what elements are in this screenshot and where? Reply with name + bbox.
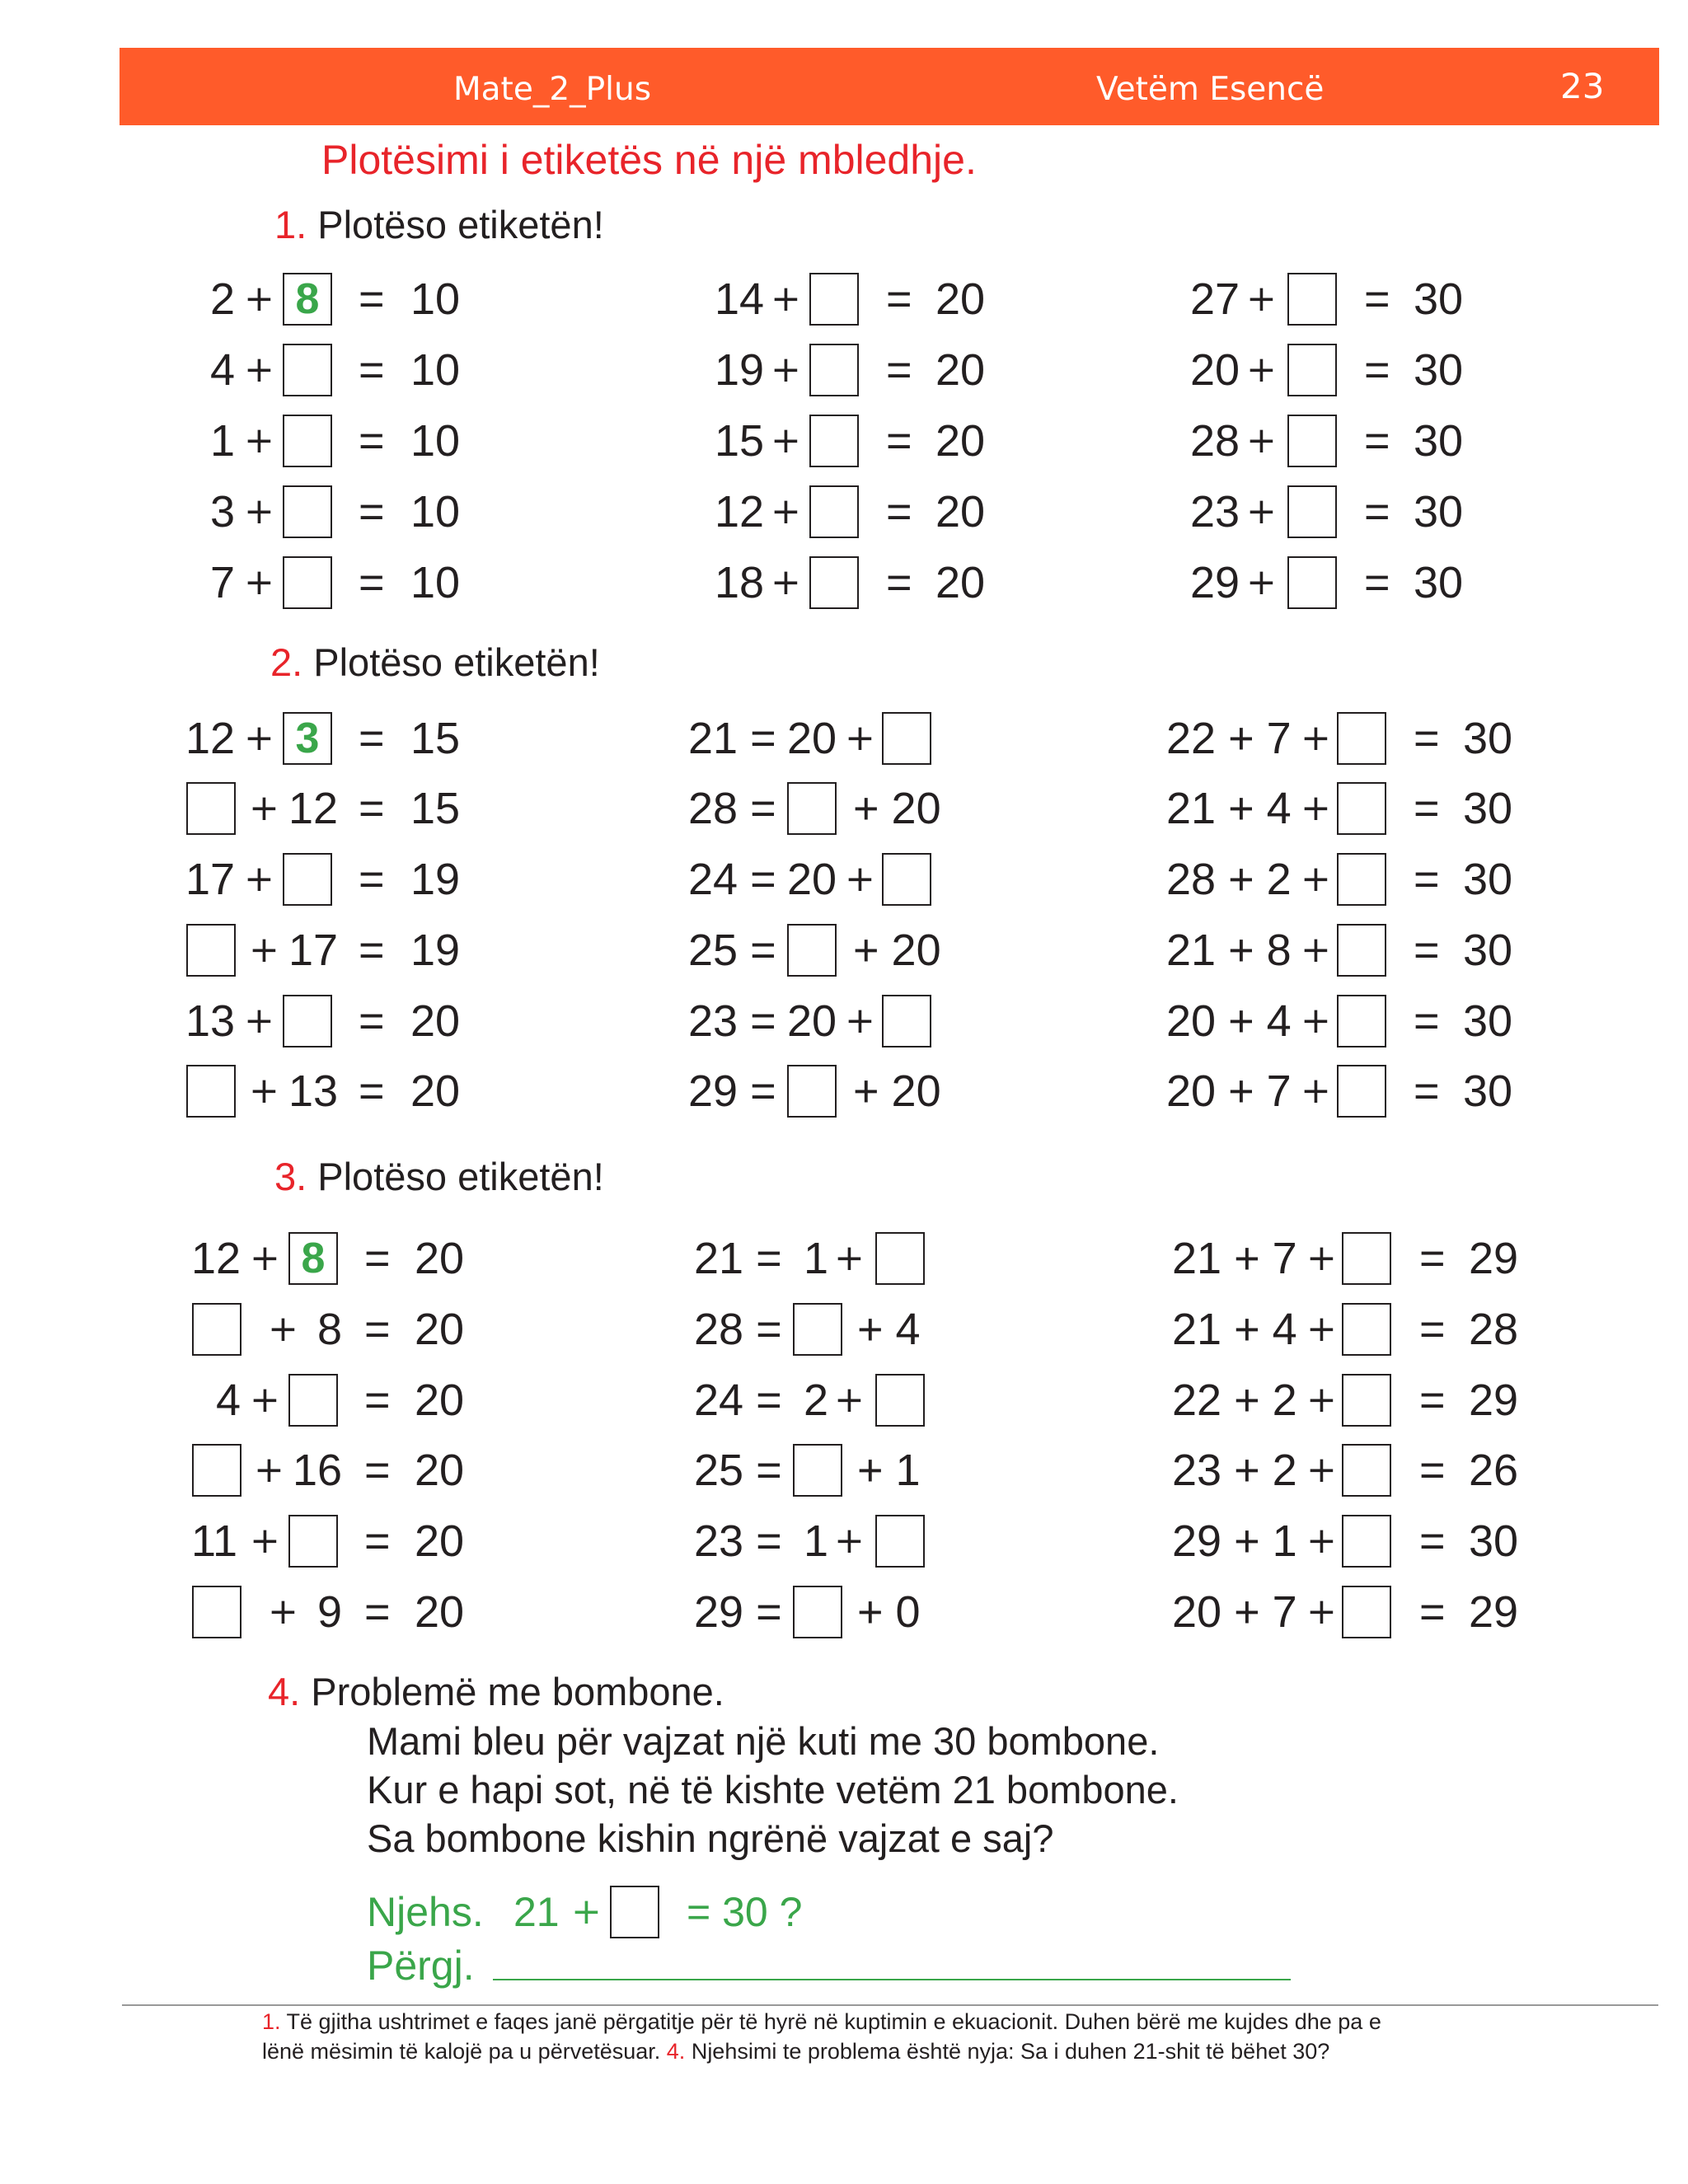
sum: 19 bbox=[410, 855, 461, 904]
sum: 10 bbox=[410, 416, 461, 466]
plus-sign: + bbox=[244, 561, 274, 603]
equals-sign: = bbox=[1414, 784, 1440, 833]
sum: 29 bbox=[1469, 1234, 1519, 1283]
plus-sign: + bbox=[268, 1308, 298, 1350]
addend: 20 bbox=[787, 996, 837, 1046]
equals-sign: = bbox=[1419, 1516, 1446, 1566]
addend: 12 bbox=[191, 1234, 241, 1283]
equals-sign: = bbox=[886, 558, 912, 607]
equals-sign: = bbox=[886, 345, 912, 395]
equals-sign: = bbox=[886, 416, 912, 466]
plus-sign: + bbox=[1306, 1308, 1337, 1350]
equals-sign: = bbox=[1414, 1066, 1440, 1116]
addends: 21 + 4 bbox=[1166, 784, 1292, 833]
plus-sign: + bbox=[1301, 1000, 1331, 1042]
addend: 4 bbox=[210, 345, 236, 395]
problem-line-1: Mami bleu për vajzat një kuti me 30 bombone. bbox=[367, 1719, 1160, 1763]
sum: 20 bbox=[415, 1516, 465, 1566]
sum: 10 bbox=[410, 274, 461, 324]
addend: + 20 bbox=[853, 1066, 941, 1116]
equals-sign: = bbox=[364, 1446, 391, 1495]
equals-sign: = bbox=[359, 855, 385, 904]
sum: 30 bbox=[1414, 487, 1464, 537]
addend: 13 bbox=[288, 1066, 339, 1116]
plus-sign: + bbox=[771, 349, 801, 391]
sum: 30 bbox=[1414, 416, 1464, 466]
answer-box[interactable] bbox=[809, 485, 859, 538]
addend: + 20 bbox=[853, 784, 941, 833]
answer-box[interactable] bbox=[1287, 556, 1337, 609]
addend: 13 bbox=[185, 996, 236, 1046]
lhs: 28 = bbox=[688, 784, 776, 833]
plus-sign: + bbox=[1246, 561, 1277, 603]
lhs: 29 = bbox=[688, 1066, 776, 1116]
plus-sign: + bbox=[1246, 278, 1277, 320]
answer-box[interactable] bbox=[1342, 1515, 1391, 1568]
plus-sign: + bbox=[834, 1379, 865, 1421]
sum: 20 bbox=[410, 1066, 461, 1116]
addends: 21 + 8 bbox=[1166, 926, 1292, 975]
sum: 28 bbox=[1469, 1305, 1519, 1354]
section-2-heading: 2. Plotëso etiketën! bbox=[270, 640, 600, 684]
series-title: Vetëm Esencë bbox=[1096, 71, 1325, 108]
equals-sign: = bbox=[1419, 1587, 1446, 1637]
sum: 20 bbox=[410, 996, 461, 1046]
addend: 28 bbox=[1190, 416, 1240, 466]
answer-box[interactable]: 8 bbox=[288, 1232, 338, 1285]
sum: 29 bbox=[1469, 1376, 1519, 1425]
addend: + 1 bbox=[857, 1446, 921, 1495]
plus-sign: + bbox=[250, 1237, 280, 1279]
answer-box[interactable]: 3 bbox=[283, 712, 332, 765]
equals-sign: = bbox=[359, 416, 385, 466]
problem-line-3: Sa bombone kishin ngrënë vajzat e saj? bbox=[367, 1816, 1054, 1860]
plus-sign: + bbox=[1301, 858, 1331, 900]
addends: 22 + 2 bbox=[1172, 1376, 1297, 1425]
plus-sign: + bbox=[244, 349, 274, 391]
plus-sign: + bbox=[845, 717, 875, 759]
equals-sign: = bbox=[1419, 1376, 1446, 1425]
equals-sign: = bbox=[1364, 345, 1390, 395]
sum: 26 bbox=[1469, 1446, 1519, 1495]
ex3-col3-row bbox=[0, 1305, 1519, 1354]
answer-box[interactable] bbox=[1337, 924, 1386, 977]
lhs: 24 = bbox=[688, 855, 776, 904]
addend: 20 bbox=[1190, 345, 1240, 395]
ex3-col3-row bbox=[0, 1587, 1519, 1637]
sum: 20 bbox=[415, 1446, 465, 1495]
calc-number: 21 bbox=[513, 1889, 560, 1935]
answer-box[interactable] bbox=[1342, 1586, 1391, 1638]
sum: 10 bbox=[410, 345, 461, 395]
answer-box[interactable] bbox=[1287, 485, 1337, 538]
addend: 1 bbox=[804, 1516, 829, 1566]
equals-sign: = bbox=[1419, 1234, 1446, 1283]
answer-box[interactable] bbox=[1337, 853, 1386, 906]
equals-sign: = bbox=[359, 274, 385, 324]
sum: 19 bbox=[410, 926, 461, 975]
footnote-line-2: lënë mësimin të kalojë pa u përvetësuar. 4. Njehsimi te problema është nyja: Sa i duhen 21-shit të bëhet 30? bbox=[262, 2039, 1330, 2064]
plus-sign: + bbox=[845, 858, 875, 900]
lhs: 23 = bbox=[694, 1516, 782, 1566]
sum: 15 bbox=[410, 714, 461, 763]
equals-sign: = bbox=[1419, 1305, 1446, 1354]
plus-sign: + bbox=[244, 717, 274, 759]
equals-sign: = bbox=[359, 714, 385, 763]
lhs: 25 = bbox=[688, 926, 776, 975]
addend: 17 bbox=[185, 855, 236, 904]
plus-sign: + bbox=[1301, 717, 1331, 759]
equals-sign: = bbox=[886, 487, 912, 537]
addend: 16 bbox=[293, 1446, 343, 1495]
addend: 12 bbox=[715, 487, 765, 537]
plus-sign: + bbox=[249, 1070, 279, 1112]
addends: 20 + 7 bbox=[1172, 1587, 1297, 1637]
problem-line-2: Kur e hapi sot, në të kishte vetëm 21 bombone. bbox=[367, 1768, 1179, 1811]
sum: 30 bbox=[1414, 345, 1464, 395]
addend: 14 bbox=[715, 274, 765, 324]
equals-sign: = bbox=[359, 345, 385, 395]
answer-box[interactable] bbox=[1287, 273, 1337, 326]
addend: 23 bbox=[1190, 487, 1240, 537]
sum: 20 bbox=[415, 1376, 465, 1425]
plus-sign: + bbox=[845, 1000, 875, 1042]
answer-box[interactable] bbox=[882, 995, 931, 1047]
problem-heading: 4. Problemë me bombone. bbox=[268, 1670, 724, 1713]
plus-sign: + bbox=[834, 1237, 865, 1279]
plus-sign: + bbox=[244, 490, 274, 532]
plus-sign: + bbox=[1301, 929, 1331, 971]
addend: 1 bbox=[210, 416, 236, 466]
answer-box[interactable] bbox=[793, 1586, 842, 1638]
sum: 20 bbox=[415, 1234, 465, 1283]
equals-sign: = bbox=[1414, 714, 1440, 763]
answer-box[interactable] bbox=[809, 556, 859, 609]
plus-sign: + bbox=[1306, 1379, 1337, 1421]
addends: 20 + 7 bbox=[1166, 1066, 1292, 1116]
sum: 20 bbox=[415, 1587, 465, 1637]
addend: 2 bbox=[804, 1376, 829, 1425]
equals-sign: = bbox=[364, 1587, 391, 1637]
plus-sign: + bbox=[250, 1520, 280, 1562]
equals-sign: = bbox=[1414, 926, 1440, 975]
footnote-divider bbox=[122, 2004, 1658, 2006]
addend: 8 bbox=[317, 1305, 343, 1354]
plus-sign: + bbox=[244, 278, 274, 320]
plus-sign: + bbox=[244, 1000, 274, 1042]
answer-box[interactable] bbox=[1342, 1374, 1391, 1427]
plus-sign: + bbox=[1301, 1070, 1331, 1112]
page-header bbox=[120, 48, 1659, 125]
section-3-heading: 3. Plotëso etiketën! bbox=[274, 1155, 604, 1198]
lhs: 28 = bbox=[694, 1305, 782, 1354]
lhs: 21 = bbox=[688, 714, 776, 763]
addend: 12 bbox=[288, 784, 339, 833]
plus-sign: + bbox=[1246, 419, 1277, 462]
plus-sign: + bbox=[1246, 349, 1277, 391]
answer-box[interactable] bbox=[793, 1303, 842, 1356]
plus-sign: + bbox=[771, 561, 801, 603]
sum: 20 bbox=[415, 1305, 465, 1354]
answer-line[interactable] bbox=[493, 1979, 1291, 1980]
answer-box[interactable] bbox=[1337, 782, 1386, 835]
addend: 17 bbox=[288, 926, 339, 975]
addends: 23 + 2 bbox=[1172, 1446, 1297, 1495]
equals-sign: = bbox=[359, 487, 385, 537]
equals-sign: = bbox=[364, 1305, 391, 1354]
addends: 20 + 4 bbox=[1166, 996, 1292, 1046]
plus-sign: + bbox=[249, 929, 279, 971]
sum: 30 bbox=[1463, 926, 1513, 975]
addend: 20 bbox=[787, 855, 837, 904]
plus-sign: + bbox=[1306, 1449, 1337, 1491]
lhs: 21 = bbox=[694, 1234, 782, 1283]
addend: 11 bbox=[191, 1516, 238, 1566]
answer-box[interactable] bbox=[1342, 1444, 1391, 1497]
sum: 30 bbox=[1463, 784, 1513, 833]
equals-sign: = bbox=[359, 784, 385, 833]
lhs: 24 = bbox=[694, 1376, 782, 1425]
equals-sign: = bbox=[359, 926, 385, 975]
plus-sign: + bbox=[834, 1520, 865, 1562]
lhs: 29 = bbox=[694, 1587, 782, 1637]
page-title: Plotësimi i etiketës në një mbledhje. bbox=[321, 137, 977, 183]
addend: 20 bbox=[787, 714, 837, 763]
plus-sign: + bbox=[249, 787, 279, 829]
answer-box[interactable] bbox=[787, 1065, 837, 1118]
sum: 29 bbox=[1469, 1587, 1519, 1637]
addends: 21 + 7 bbox=[1172, 1234, 1297, 1283]
addends: 28 + 2 bbox=[1166, 855, 1292, 904]
sum: 20 bbox=[935, 345, 986, 395]
equals-sign: = bbox=[886, 274, 912, 324]
answer-box[interactable] bbox=[1337, 1065, 1386, 1118]
addend: 2 bbox=[210, 274, 236, 324]
equals-sign: = bbox=[1364, 558, 1390, 607]
page-number: 23 bbox=[1560, 66, 1605, 106]
plus-sign: + bbox=[771, 490, 801, 532]
sum: 30 bbox=[1414, 558, 1464, 607]
calc-result: = 30 ? bbox=[687, 1889, 803, 1935]
book-title: Mate_2_Plus bbox=[453, 71, 652, 108]
addends: 22 + 7 bbox=[1166, 714, 1292, 763]
equals-sign: = bbox=[359, 996, 385, 1046]
answer-box[interactable] bbox=[809, 344, 859, 396]
equals-sign: = bbox=[359, 1066, 385, 1116]
sum: 30 bbox=[1463, 996, 1513, 1046]
answer-box[interactable] bbox=[1287, 415, 1337, 467]
addend: 12 bbox=[185, 714, 236, 763]
sum: 20 bbox=[935, 487, 986, 537]
sum: 30 bbox=[1463, 714, 1513, 763]
addend: 7 bbox=[210, 558, 236, 607]
sum: 15 bbox=[410, 784, 461, 833]
answer-box[interactable] bbox=[787, 782, 837, 835]
answer-box[interactable] bbox=[1287, 344, 1337, 396]
answer-box[interactable] bbox=[882, 712, 931, 765]
plus-sign: + bbox=[1306, 1591, 1337, 1633]
addend: 27 bbox=[1190, 274, 1240, 324]
sum: 20 bbox=[935, 274, 986, 324]
answer-box[interactable] bbox=[1342, 1232, 1391, 1285]
addend: 19 bbox=[715, 345, 765, 395]
footnote-line-1: 1. Të gjitha ushtrimet e faqes janë përgatitje për të hyrë në kuptimin e ekuacionit. Duhen bërë me kujdes dhe pa e bbox=[262, 2009, 1381, 2034]
answer-box[interactable] bbox=[809, 415, 859, 467]
ex3-col3-row bbox=[0, 1234, 1519, 1283]
plus-sign: + bbox=[771, 419, 801, 462]
addend: 3 bbox=[210, 487, 236, 537]
answer-box[interactable] bbox=[787, 924, 837, 977]
plus-sign: + bbox=[771, 278, 801, 320]
plus-sign: + bbox=[1306, 1520, 1337, 1562]
calc-label: Njehs. bbox=[367, 1889, 484, 1935]
equals-sign: = bbox=[1364, 487, 1390, 537]
calculation-row bbox=[367, 1887, 861, 1937]
addend: + 0 bbox=[857, 1587, 921, 1637]
equals-sign: = bbox=[364, 1234, 391, 1283]
addend: 9 bbox=[317, 1587, 343, 1637]
equals-sign: = bbox=[359, 558, 385, 607]
answer-box[interactable] bbox=[793, 1444, 842, 1497]
plus-sign: + bbox=[268, 1591, 298, 1633]
plus-sign: + bbox=[254, 1449, 284, 1491]
equals-sign: = bbox=[1419, 1446, 1446, 1495]
plus-sign: + bbox=[244, 419, 274, 462]
addends: 21 + 4 bbox=[1172, 1305, 1297, 1354]
sum: 30 bbox=[1463, 1066, 1513, 1116]
plus-sign: + bbox=[571, 1891, 602, 1933]
section-1-heading: 1. Plotëso etiketën! bbox=[274, 203, 604, 246]
plus-sign: + bbox=[1301, 787, 1331, 829]
addend: 29 bbox=[1190, 558, 1240, 607]
plus-sign: + bbox=[244, 858, 274, 900]
answer-box[interactable] bbox=[1342, 1303, 1391, 1356]
answer-box[interactable] bbox=[809, 273, 859, 326]
answer-label: Përgj. bbox=[367, 1943, 475, 1989]
equals-sign: = bbox=[364, 1376, 391, 1425]
calc-answer-box[interactable] bbox=[610, 1886, 659, 1938]
addend: 15 bbox=[715, 416, 765, 466]
equals-sign: = bbox=[364, 1516, 391, 1566]
sum: 30 bbox=[1469, 1516, 1519, 1566]
sum: 20 bbox=[935, 558, 986, 607]
equals-sign: = bbox=[1414, 996, 1440, 1046]
answer-box[interactable]: 8 bbox=[283, 273, 332, 326]
sum: 30 bbox=[1414, 274, 1464, 324]
answer-box[interactable] bbox=[1337, 712, 1386, 765]
sum: 10 bbox=[410, 487, 461, 537]
answer-box[interactable] bbox=[1337, 995, 1386, 1047]
sum: 20 bbox=[935, 416, 986, 466]
addends: 29 + 1 bbox=[1172, 1516, 1297, 1566]
sum: 10 bbox=[410, 558, 461, 607]
answer-box[interactable] bbox=[875, 1515, 925, 1568]
addend: + 4 bbox=[857, 1305, 921, 1354]
equals-sign: = bbox=[1364, 416, 1390, 466]
answer-box[interactable] bbox=[875, 1232, 925, 1285]
equals-sign: = bbox=[1364, 274, 1390, 324]
plus-sign: + bbox=[1306, 1237, 1337, 1279]
answer-box[interactable] bbox=[882, 853, 931, 906]
addend: 4 bbox=[216, 1376, 241, 1425]
lhs: 25 = bbox=[694, 1446, 782, 1495]
addend: 18 bbox=[715, 558, 765, 607]
plus-sign: + bbox=[250, 1379, 280, 1421]
sum: 30 bbox=[1463, 855, 1513, 904]
plus-sign: + bbox=[1246, 490, 1277, 532]
addend: 1 bbox=[804, 1234, 829, 1283]
answer-box[interactable] bbox=[875, 1374, 925, 1427]
equals-sign: = bbox=[1414, 855, 1440, 904]
addend: + 20 bbox=[853, 926, 941, 975]
lhs: 23 = bbox=[688, 996, 776, 1046]
